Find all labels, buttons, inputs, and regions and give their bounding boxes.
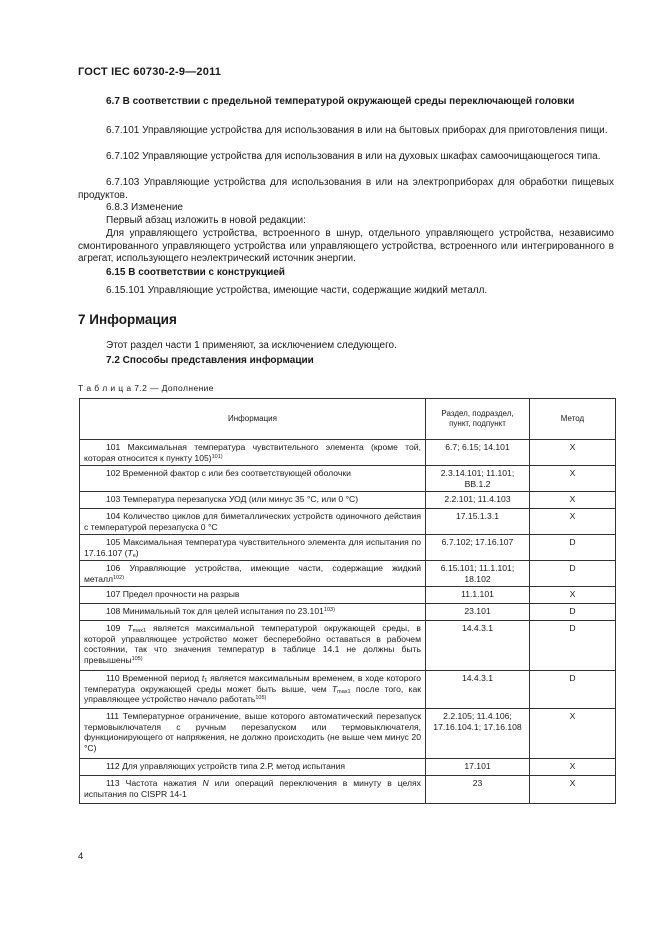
clause-6-8-3-note: Первый абзац изложить в новой редакции: (106, 215, 306, 226)
footnote-ref: 102) (113, 574, 125, 581)
info-subscript: max1 (337, 688, 351, 695)
info-text-cont: является максимальным временем, в ходе которого температура окружающей среды может быть выше, чем (84, 673, 421, 694)
table-row (80, 561, 616, 587)
document-header: ГОСТ IEC 60730-2-9—2011 (78, 66, 222, 78)
row-info (80, 440, 426, 466)
row-section: 2.3.14.101; 11.101; ВВ.1.2 (426, 466, 530, 492)
row-section: 2.2.101; 11.4.103 (426, 492, 530, 509)
row-info (80, 466, 426, 492)
table-row (80, 509, 616, 535)
info-text: 107 Предел прочности на разрыв (106, 589, 240, 599)
row-section: 17.101 (426, 759, 530, 776)
info-subscript: 1 (204, 678, 208, 684)
info-text-cont: является максимальной температурой окружающей среды, в которой управляющее устройство может бесперебойно оставаться в рабочем состоянии, так что значения температур в таблице 14.1 не должны быть превышены (84, 623, 421, 665)
row-method: X (530, 492, 616, 509)
clause-6-15-101: 6.15.101 Управляющие устройства, имеющие части, содержащие жидкий металл. (106, 285, 488, 296)
row-info (80, 587, 426, 604)
row-method: D (530, 535, 616, 561)
clause-6-7-103: 6.7.103 Управляющие устройства для использования в или на электроприборах для обработки пищевых продуктов. (78, 177, 614, 201)
table-header-row (80, 399, 616, 440)
info-variable: t (201, 673, 205, 683)
row-method: D (530, 671, 616, 709)
info-text: 109 (106, 623, 128, 633)
table-caption: Т а б л и ц а 7.2 — Дополнение (78, 383, 214, 393)
row-info (80, 509, 426, 535)
info-text: 103 Температура перезапуска УОД (или минус 35 °С, или 0 °С) (106, 494, 359, 504)
information-table (79, 398, 616, 804)
row-info (80, 604, 426, 621)
table-row (80, 776, 616, 804)
table-row (80, 759, 616, 776)
clause-6-7-102: 6.7.102 Управляющие устройства для использования в или на духовых шкафах самоочищающегося типа. (106, 151, 601, 162)
table-row (80, 440, 616, 466)
row-section: 2.2.105; 11.4.106; 17.16.104.1; 17.16.108 (426, 709, 530, 759)
row-method: D (530, 604, 616, 621)
table-row (80, 587, 616, 604)
info-variable: T (331, 683, 338, 694)
table-row (80, 621, 616, 671)
info-text: 112 Для управляющих устройств типа 2.Р, метод испытания (106, 761, 346, 771)
info-text: 102 Временной фактор с или без соответствующей оболочки (106, 468, 351, 478)
info-text: 105 Максимальная температура чувствительного элемента для испытания по 17.16.107 ( (84, 537, 421, 558)
clause-6-8-3: 6.8.3 Изменение (106, 202, 183, 213)
row-method: X (530, 759, 616, 776)
row-method: X (530, 587, 616, 604)
table-row (80, 492, 616, 509)
footnote-ref: 101) (211, 453, 223, 460)
info-subscript: max1 (132, 628, 147, 634)
row-section: 6.15.101; 11.1.101; 18.102 (426, 561, 530, 587)
row-method: X (530, 440, 616, 466)
row-section: 6.7; 6.15; 14.101 (426, 440, 530, 466)
table-row (80, 535, 616, 561)
clause-6-8-3-text: Для управляющего устройства, встроенного в шнур, отдельного управляющего устройства, независимо смонтированного управляющего устройства или управляющего устройства, встроенного или интегрированного в агрегат, использующего неэлектрический источник энергии. (78, 228, 614, 264)
row-method: X (530, 466, 616, 492)
clause-7-2: 7.2 Способы представления информации (106, 355, 314, 366)
row-section: 14.4.3.1 (426, 621, 530, 671)
row-method: X (530, 776, 616, 804)
table-row (80, 604, 616, 621)
info-variable: N (202, 778, 209, 788)
row-info (80, 759, 426, 776)
table-row (80, 671, 616, 709)
header-method: Метод (530, 399, 616, 440)
footnote-ref: 103) (323, 607, 335, 613)
info-subscript: e (132, 552, 136, 559)
info-text: 104 Количество циклов для биметаллических устройств одиночного действия с температурой перезапуска 0 °С (84, 511, 421, 532)
table-row (80, 466, 616, 492)
section-7-title: 7 Информация (78, 312, 177, 327)
row-section: 14.4.3.1 (426, 671, 530, 709)
row-method: D (530, 621, 616, 671)
row-section: 11.1.101 (426, 587, 530, 604)
row-section: 23.101 (426, 604, 530, 621)
row-info (80, 561, 426, 587)
info-text: 108 Минимальный ток для целей испытания по 23.101 (106, 606, 324, 616)
row-info (80, 776, 426, 804)
clause-6-7-101: 6.7.101 Управляющие устройства для использования в или на бытовых приборах для приготовления пищи. (106, 125, 608, 136)
row-method: X (530, 509, 616, 535)
info-text-cont: или операций переключения в минуту в целях испытания по CISPR 14-1 (84, 778, 421, 799)
header-section: Раздел, подраздел, пункт, подпункт (426, 399, 530, 440)
page-number: 4 (78, 851, 84, 862)
clause-6-15: 6.15 В соответствии с конструкцией (106, 267, 285, 278)
row-method: D (530, 561, 616, 587)
info-text: 101 Максимальная температура чувствительного элемента (кроме той, которая относится к пункту 105) (84, 442, 421, 463)
info-variable: T (127, 623, 133, 633)
footnote-ref: 105) (255, 695, 267, 701)
info-text-cont: после того, как управляющее устройство начало работать (84, 683, 422, 704)
row-info (80, 671, 426, 709)
info-text: 106 Управляющие устройства, имеющие части, содержащие жидкий металл (84, 563, 421, 584)
info-text: 110 Временной период (106, 673, 202, 683)
row-info (80, 492, 426, 509)
table-row (80, 709, 616, 759)
row-section: 6.7.102; 17.16.107 (426, 535, 530, 561)
row-info (80, 535, 426, 561)
row-section: 23 (426, 776, 530, 804)
info-text: 111 Температурное ограничение, выше которого автоматический перезапуск термовыключателя с ручным перезапуском или термовыключателя, функционирующего от напряжения, не должно происходить (не выше чем минус 20 °С) (84, 711, 421, 753)
info-variable: T (127, 547, 133, 558)
section-7-intro: Этот раздел части 1 применяют, за исключением следующего. (106, 340, 397, 351)
info-text: 113 Частота нажатия (106, 778, 203, 788)
header-info: Информация (80, 399, 426, 440)
row-section: 17.15.1.3.1 (426, 509, 530, 535)
info-text-cont: ) (135, 547, 139, 558)
row-info (80, 709, 426, 759)
footnote-ref: 105) (131, 655, 143, 662)
clause-6-7: 6.7 В соответствии с предельной температурой окружающей среды переключающей головки (106, 96, 575, 107)
row-method: X (530, 709, 616, 759)
row-info (80, 621, 426, 671)
